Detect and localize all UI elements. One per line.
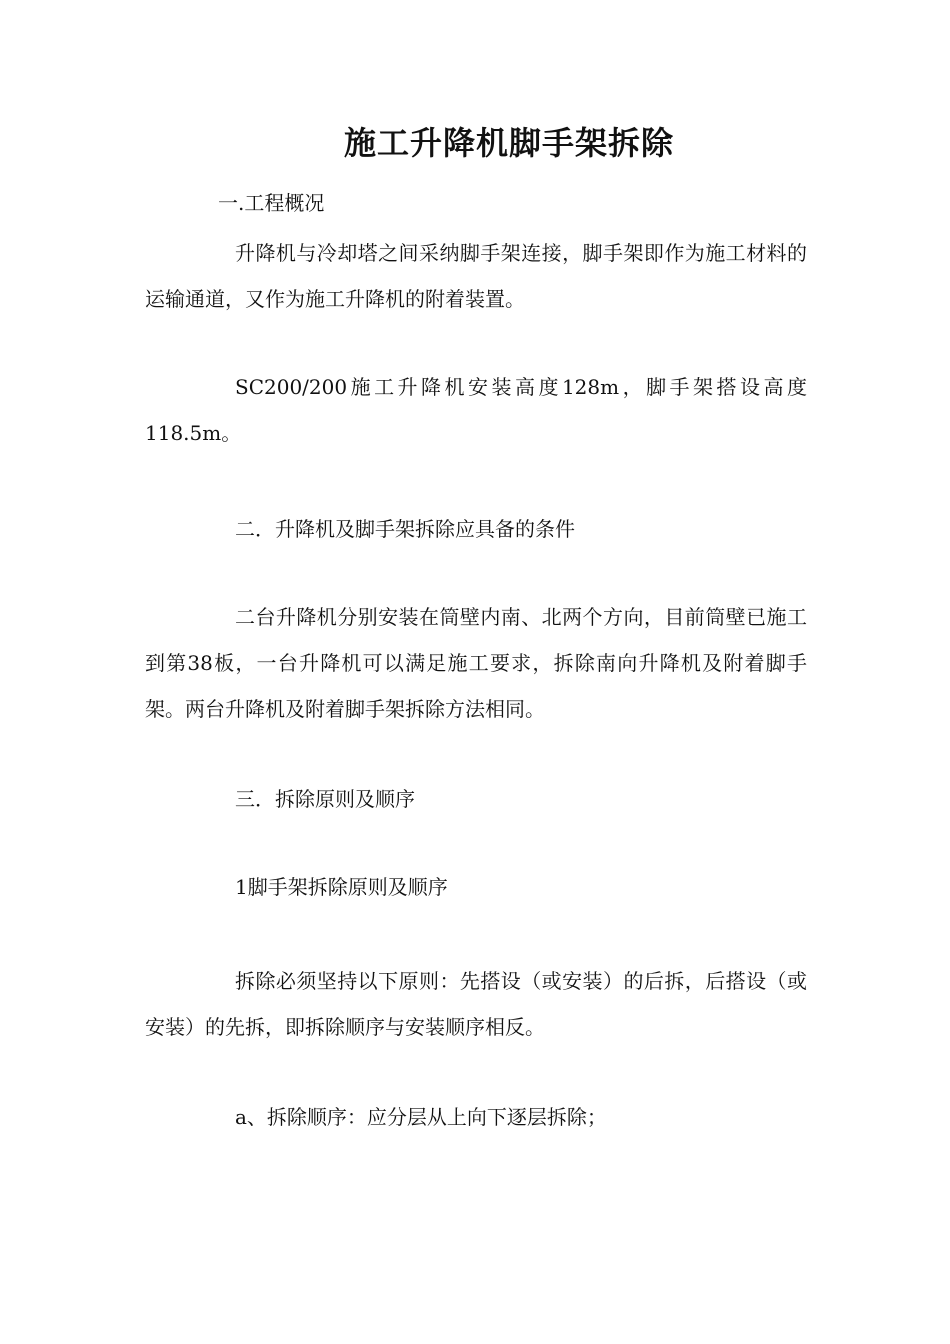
paragraph-overview-2: SC200/200施工升降机安装高度128m，脚手架搭设高度118.5m。 [145,375,807,445]
section-heading-conditions: 二．升降机及脚手架拆除应具备的条件 [235,517,575,541]
section-heading-overview: 一.工程概况 [218,191,325,215]
document-title: 施工升降机脚手架拆除 [343,124,674,162]
subheading-scaffold-principles: 1脚手架拆除原则及顺序 [235,875,448,899]
list-item-a: a、拆除顺序：应分层从上向下逐层拆除； [235,1105,607,1129]
paragraph-principles: 拆除必须坚持以下原则：先搭设（或安装）的后拆，后搭设（或安装）的先拆，即拆除顺序与安装顺序相反。 [145,969,807,1039]
paragraph-overview-1: 升降机与冷却塔之间采纳脚手架连接，脚手架即作为施工材料的运输通道，又作为施工升降机的附着装置。 [145,241,807,311]
paragraph-conditions: 二台升降机分别安装在筒壁内南、北两个方向，目前筒壁已施工到第38板，一台升降机可以满足施工要求，拆除南向升降机及附着脚手架。两台升降机及附着脚手架拆除方法相同。 [145,605,807,721]
section-heading-principles: 三．拆除原则及顺序 [235,787,415,811]
